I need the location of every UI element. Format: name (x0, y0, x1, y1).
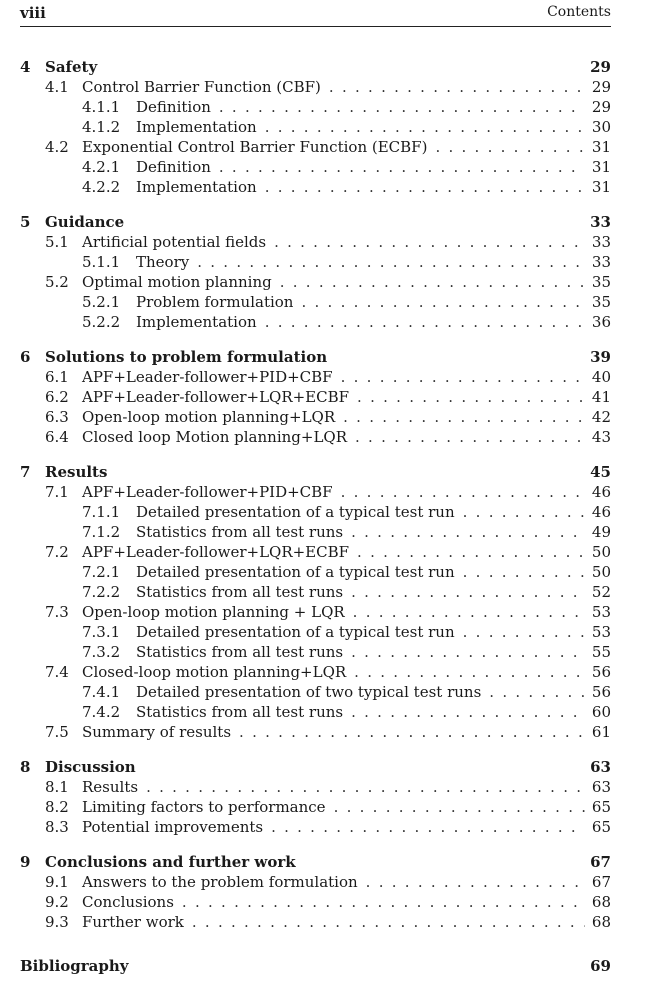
section-title: Limiting factors to performance (82, 798, 326, 816)
toc-entry-section[interactable] (20, 387, 611, 407)
toc-entry-section[interactable] (20, 912, 611, 932)
subsection-number: 4.1.2 (82, 118, 121, 136)
dot-leader (357, 542, 585, 562)
subsection-number: 7.3.1 (82, 623, 121, 641)
section-title: Results (82, 778, 139, 796)
subsection-page: 53 (591, 623, 611, 641)
section-page: 43 (591, 428, 611, 446)
subsection-number: 5.2.1 (82, 293, 121, 311)
section-title: Closed loop Motion planning+LQR (82, 428, 347, 446)
toc-entry-bibliography[interactable] (20, 956, 611, 976)
dot-leader (366, 872, 585, 892)
bibliography-page: 69 (590, 957, 611, 975)
dot-leader (489, 682, 585, 702)
dot-leader (341, 367, 585, 387)
section-number: 9.3 (45, 913, 69, 931)
toc-chapter (20, 757, 611, 837)
toc-entry-section[interactable] (20, 872, 611, 892)
chapter-page: 67 (590, 853, 611, 871)
subsection-number: 4.2.1 (82, 158, 121, 176)
chapter-title: Conclusions and further work (45, 853, 296, 871)
subsection-page: 49 (591, 523, 611, 541)
toc-chapter (20, 347, 611, 447)
section-title: APF+Leader-follower+LQR+ECBF (82, 543, 350, 561)
subsection-number: 7.3.2 (82, 643, 121, 661)
toc-entry-section[interactable] (20, 482, 611, 502)
toc-chapter (20, 212, 611, 332)
subsection-title: Statistics from all test runs (136, 523, 344, 541)
toc-entry-section[interactable] (20, 542, 611, 562)
section-number: 8.1 (45, 778, 69, 796)
chapter-number: 5 (20, 213, 31, 231)
dot-leader (265, 177, 585, 197)
page-number: viii (20, 4, 46, 22)
section-number: 8.3 (45, 818, 69, 836)
toc-entry-subsection[interactable] (20, 292, 611, 312)
toc-entry-chapter[interactable] (20, 212, 611, 232)
section-page: 65 (591, 818, 611, 836)
toc-entry-subsection[interactable] (20, 642, 611, 662)
chapter-number: 8 (20, 758, 31, 776)
chapter-title: Guidance (45, 213, 125, 231)
bibliography-title: Bibliography (20, 957, 129, 975)
toc-entry-section[interactable] (20, 272, 611, 292)
dot-leader (355, 427, 585, 447)
toc-entry-chapter[interactable] (20, 347, 611, 367)
section-number: 7.3 (45, 603, 69, 621)
section-number: 4.2 (45, 138, 69, 156)
dot-leader (343, 407, 585, 427)
subsection-number: 7.1.2 (82, 523, 121, 541)
chapter-page: 45 (590, 463, 611, 481)
section-page: 41 (591, 388, 611, 406)
section-number: 6.1 (45, 368, 69, 386)
section-page: 31 (591, 138, 611, 156)
section-page: 33 (591, 233, 611, 251)
section-number: 5.2 (45, 273, 69, 291)
subsection-title: Implementation (136, 178, 257, 196)
subsection-page: 35 (591, 293, 611, 311)
chapter-title: Solutions to problem formulation (45, 348, 328, 366)
dot-leader (329, 77, 585, 97)
dot-leader (351, 582, 585, 602)
section-number: 6.2 (45, 388, 69, 406)
dot-leader (435, 137, 585, 157)
chapter-number: 9 (20, 853, 31, 871)
section-title: Closed-loop motion planning+LQR (82, 663, 347, 681)
subsection-title: Definition (136, 98, 211, 116)
toc-entry-subsection[interactable] (20, 502, 611, 522)
dot-leader (271, 817, 585, 837)
subsection-number: 5.1.1 (82, 253, 121, 271)
section-title: APF+Leader-follower+LQR+ECBF (82, 388, 350, 406)
dot-leader (463, 622, 585, 642)
subsection-title: Implementation (136, 118, 257, 136)
section-number: 8.2 (45, 798, 69, 816)
subsection-number: 5.2.2 (82, 313, 121, 331)
subsection-title: Statistics from all test runs (136, 643, 344, 661)
toc-entry-subsection[interactable] (20, 312, 611, 332)
section-number: 6.4 (45, 428, 69, 446)
toc-entry-subsection[interactable] (20, 97, 611, 117)
page-header (20, 4, 611, 27)
dot-leader (353, 602, 585, 622)
section-page: 67 (591, 873, 611, 891)
dot-leader (354, 662, 585, 682)
toc-entry-section[interactable] (20, 232, 611, 252)
subsection-page: 30 (591, 118, 611, 136)
toc-chapter (20, 852, 611, 932)
subsection-title: Definition (136, 158, 211, 176)
dot-leader (351, 702, 585, 722)
subsection-title: Implementation (136, 313, 257, 331)
subsection-number: 7.4.1 (82, 683, 121, 701)
section-page: 35 (591, 273, 611, 291)
toc-entry-subsection[interactable] (20, 702, 611, 722)
subsection-title: Theory (136, 253, 190, 271)
dot-leader (334, 797, 585, 817)
toc-entry-subsection[interactable] (20, 522, 611, 542)
section-page: 40 (591, 368, 611, 386)
subsection-page: 36 (591, 313, 611, 331)
section-title: APF+Leader-follower+PID+CBF (82, 368, 333, 386)
section-page: 68 (591, 913, 611, 931)
section-number: 7.2 (45, 543, 69, 561)
subsection-page: 31 (591, 178, 611, 196)
subsection-number: 4.1.1 (82, 98, 121, 116)
chapter-number: 4 (20, 58, 31, 76)
section-number: 7.5 (45, 723, 69, 741)
toc-entry-subsection[interactable] (20, 562, 611, 582)
section-title: Open-loop motion planning + LQR (82, 603, 345, 621)
subsection-number: 7.1.1 (82, 503, 121, 521)
section-number: 4.1 (45, 78, 69, 96)
toc-entry-subsection[interactable] (20, 157, 611, 177)
toc-entry-subsection[interactable] (20, 682, 611, 702)
dot-leader (341, 482, 585, 502)
table-of-contents (20, 57, 611, 947)
subsection-number: 7.2.2 (82, 583, 121, 601)
section-title: Answers to the problem formulation (82, 873, 358, 891)
subsection-page: 50 (591, 563, 611, 581)
section-page: 65 (591, 798, 611, 816)
section-title: Optimal motion planning (82, 273, 272, 291)
subsection-page: 60 (591, 703, 611, 721)
subsection-title: Statistics from all test runs (136, 583, 344, 601)
dot-leader (351, 642, 585, 662)
toc-entry-subsection[interactable] (20, 582, 611, 602)
toc-chapter (20, 57, 611, 197)
subsection-title: Detailed presentation of a typical test run (136, 503, 455, 521)
dot-leader (265, 312, 585, 332)
section-title: Potential improvements (82, 818, 264, 836)
subsection-title: Statistics from all test runs (136, 703, 344, 721)
dot-leader (197, 252, 585, 272)
toc-entry-section[interactable] (20, 137, 611, 157)
subsection-page: 52 (591, 583, 611, 601)
section-number: 7.1 (45, 483, 69, 501)
dot-leader (239, 722, 585, 742)
section-page: 50 (591, 543, 611, 561)
subsection-page: 55 (591, 643, 611, 661)
toc-entry-section[interactable] (20, 407, 611, 427)
subsection-number: 7.2.1 (82, 563, 121, 581)
toc-entry-section[interactable] (20, 602, 611, 622)
toc-entry-subsection[interactable] (20, 177, 611, 197)
dot-leader (182, 892, 585, 912)
section-page: 53 (591, 603, 611, 621)
dot-leader (280, 272, 585, 292)
toc-entry-section[interactable] (20, 722, 611, 742)
chapter-page: 29 (590, 58, 611, 76)
toc-entry-subsection[interactable] (20, 252, 611, 272)
toc-entry-section[interactable] (20, 892, 611, 912)
dot-leader (351, 522, 585, 542)
toc-entry-section[interactable] (20, 77, 611, 97)
dot-leader (219, 157, 585, 177)
section-title: Conclusions (82, 893, 174, 911)
section-page: 29 (591, 78, 611, 96)
section-title: Further work (82, 913, 184, 931)
section-number: 9.1 (45, 873, 69, 891)
subsection-page: 33 (591, 253, 611, 271)
toc-entry-section[interactable] (20, 817, 611, 837)
dot-leader (265, 117, 585, 137)
section-page: 42 (591, 408, 611, 426)
dot-leader (219, 97, 585, 117)
section-title: Control Barrier Function (CBF) (82, 78, 321, 96)
subsection-number: 7.4.2 (82, 703, 121, 721)
dot-leader (146, 777, 585, 797)
subsection-page: 56 (591, 683, 611, 701)
section-page: 56 (591, 663, 611, 681)
chapter-page: 63 (590, 758, 611, 776)
section-number: 5.1 (45, 233, 69, 251)
section-number: 9.2 (45, 893, 69, 911)
section-number: 7.4 (45, 663, 69, 681)
section-page: 46 (591, 483, 611, 501)
toc-entry-section[interactable] (20, 797, 611, 817)
dot-leader (357, 387, 585, 407)
dot-leader (463, 502, 585, 522)
toc-chapter (20, 462, 611, 742)
toc-entry-chapter[interactable] (20, 757, 611, 777)
subsection-title: Detailed presentation of two typical test runs (136, 683, 482, 701)
toc-entry-section[interactable] (20, 367, 611, 387)
running-title: Contents (547, 4, 611, 20)
chapter-title: Results (45, 463, 108, 481)
subsection-title: Detailed presentation of a typical test run (136, 623, 455, 641)
section-page: 63 (591, 778, 611, 796)
dot-leader (192, 912, 585, 932)
toc-entry-chapter[interactable] (20, 57, 611, 77)
chapter-title: Safety (45, 58, 98, 76)
toc-entry-section[interactable] (20, 427, 611, 447)
toc-entry-subsection[interactable] (20, 622, 611, 642)
dot-leader (301, 292, 585, 312)
dot-leader (463, 562, 585, 582)
chapter-page: 39 (590, 348, 611, 366)
section-page: 68 (591, 893, 611, 911)
section-page: 61 (591, 723, 611, 741)
toc-entry-section[interactable] (20, 662, 611, 682)
chapter-page: 33 (590, 213, 611, 231)
chapter-number: 6 (20, 348, 31, 366)
section-title: Exponential Control Barrier Function (ECBF) (82, 138, 428, 156)
section-title: APF+Leader-follower+PID+CBF (82, 483, 333, 501)
entry-spacer (129, 956, 591, 976)
toc-entry-chapter[interactable] (20, 852, 611, 872)
toc-entry-chapter[interactable] (20, 462, 611, 482)
dot-leader (274, 232, 585, 252)
section-title: Summary of results (82, 723, 232, 741)
section-title: Open-loop motion planning+LQR (82, 408, 336, 426)
subsection-page: 46 (591, 503, 611, 521)
toc-entry-subsection[interactable] (20, 117, 611, 137)
subsection-page: 31 (591, 158, 611, 176)
chapter-title: Discussion (45, 758, 136, 776)
toc-entry-section[interactable] (20, 777, 611, 797)
chapter-number: 7 (20, 463, 31, 481)
section-title: Artificial potential fields (82, 233, 267, 251)
subsection-number: 4.2.2 (82, 178, 121, 196)
subsection-title: Detailed presentation of a typical test run (136, 563, 455, 581)
subsection-page: 29 (591, 98, 611, 116)
section-number: 6.3 (45, 408, 69, 426)
subsection-title: Problem formulation (136, 293, 294, 311)
